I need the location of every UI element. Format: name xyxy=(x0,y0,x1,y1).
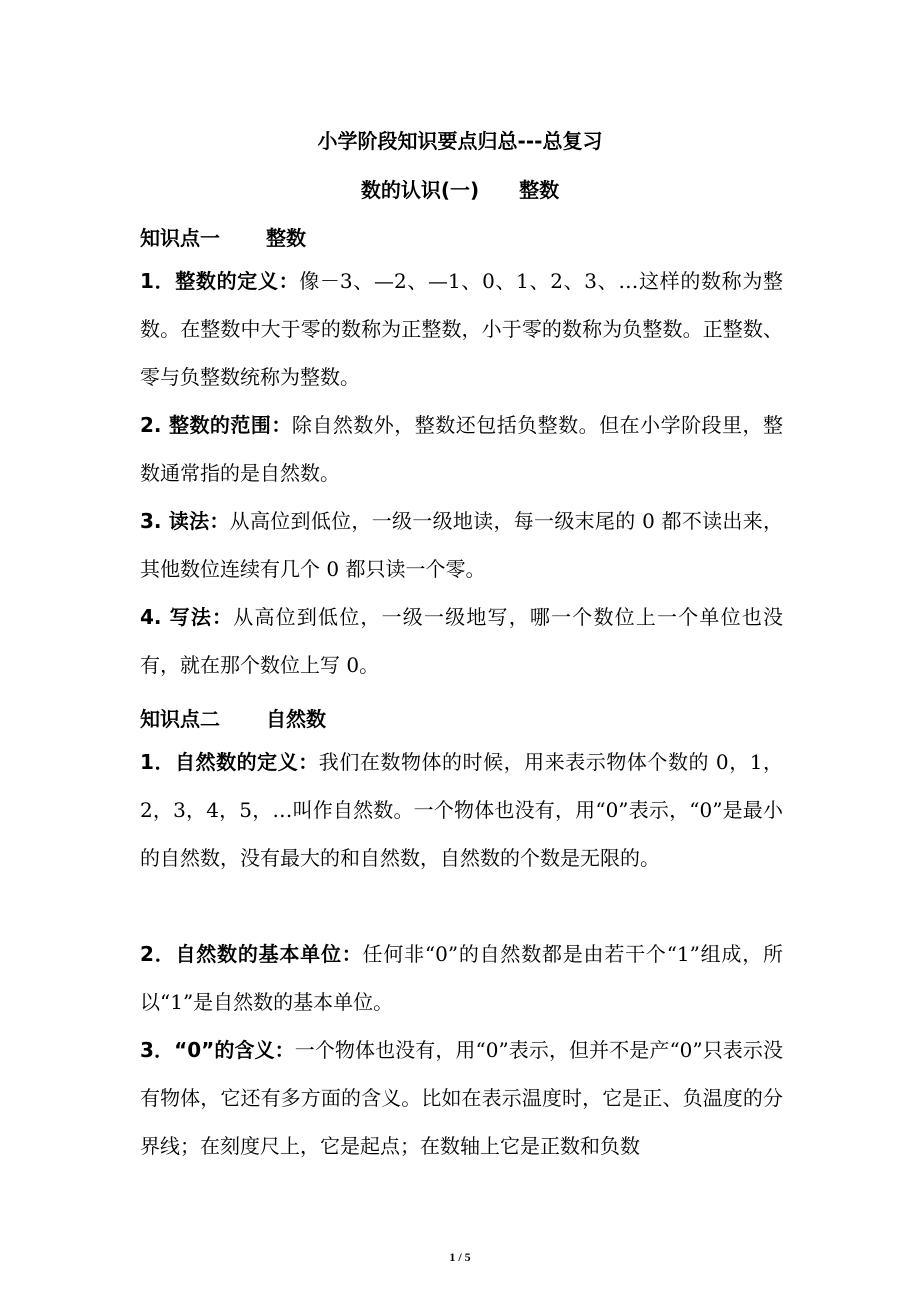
section-1-heading xyxy=(140,222,306,251)
section-2-heading-label: 知识点二 xyxy=(140,707,220,731)
chapter-title-main: 数的认识(一) xyxy=(360,178,480,202)
item-number: 3. xyxy=(140,509,169,533)
paragraph xyxy=(140,930,783,1026)
item-label: 写法： xyxy=(169,605,234,629)
item-label: 自然数的基本单位： xyxy=(175,942,363,966)
chapter-title-topic: 整数 xyxy=(519,178,560,202)
item-label: 整数的定义： xyxy=(175,269,300,293)
paragraph xyxy=(140,593,783,689)
item-number: 3． xyxy=(140,1038,175,1062)
item-number: 1． xyxy=(140,269,176,293)
section-2-heading xyxy=(140,703,326,732)
item-label: 自然数的定义： xyxy=(175,750,319,774)
item-text: 像－3、—2、—1、0、1、2、3、…这样的数称为整数。在整数中大于零的数称为正整数，小于零的数称为负整数。正整数、零与负整数统称为整数。 xyxy=(140,269,783,389)
document-title: 小学阶段知识要点归总---总复习 xyxy=(317,129,603,153)
chapter-title xyxy=(0,174,920,203)
item-label: “0”的含义： xyxy=(174,1038,295,1062)
paragraph xyxy=(140,1026,783,1170)
item-number: 2. xyxy=(140,413,169,437)
paragraph xyxy=(140,738,783,882)
section-1-heading-topic: 整数 xyxy=(266,226,306,250)
item-number: 1． xyxy=(140,750,175,774)
item-number: 4. xyxy=(140,605,170,629)
item-number: 2． xyxy=(140,942,176,966)
item-label: 读法： xyxy=(168,509,230,533)
item-text: 我们在数物体的时候，用来表示物体个数的 0，1，2，3，4，5，…叫作自然数。一个物体也没有，用“0”表示，“0”是最小的自然数，没有最大的和自然数，自然数的个数是无限的。 xyxy=(140,750,783,870)
item-text: 任何非“0”的自然数都是由若干个“1”组成，所以“1”是自然数的基本单位。 xyxy=(140,942,783,1014)
paragraph xyxy=(140,497,783,593)
item-label: 整数的范围： xyxy=(168,413,292,437)
item-text: 除自然数外，整数还包括负整数。但在小学阶段里，整数通常指的是自然数。 xyxy=(140,413,784,485)
item-text: 从高位到低位，一级一级地写，哪一个数位上一个单位也没有，就在那个数位上写 0。 xyxy=(140,605,784,677)
section-2-heading-topic: 自然数 xyxy=(266,707,326,731)
item-text: 从高位到低位，一级一级地读，每一级末尾的 0 都不读出来，其他数位连续有几个 0 都只读一个零。 xyxy=(140,509,784,581)
section-1-heading-label: 知识点一 xyxy=(140,226,220,250)
item-text: 一个物体也没有，用“0”表示，但并不是产“0”只表示没有物体，它还有多方面的含义。比如在表示温度时，它是正、负温度的分界线；在刻度尺上，它是起点；在数轴上它是正数和负数 xyxy=(140,1038,783,1158)
page-number: 1 / 5 xyxy=(449,1250,471,1264)
paragraph xyxy=(140,257,783,401)
paragraph xyxy=(140,401,783,497)
